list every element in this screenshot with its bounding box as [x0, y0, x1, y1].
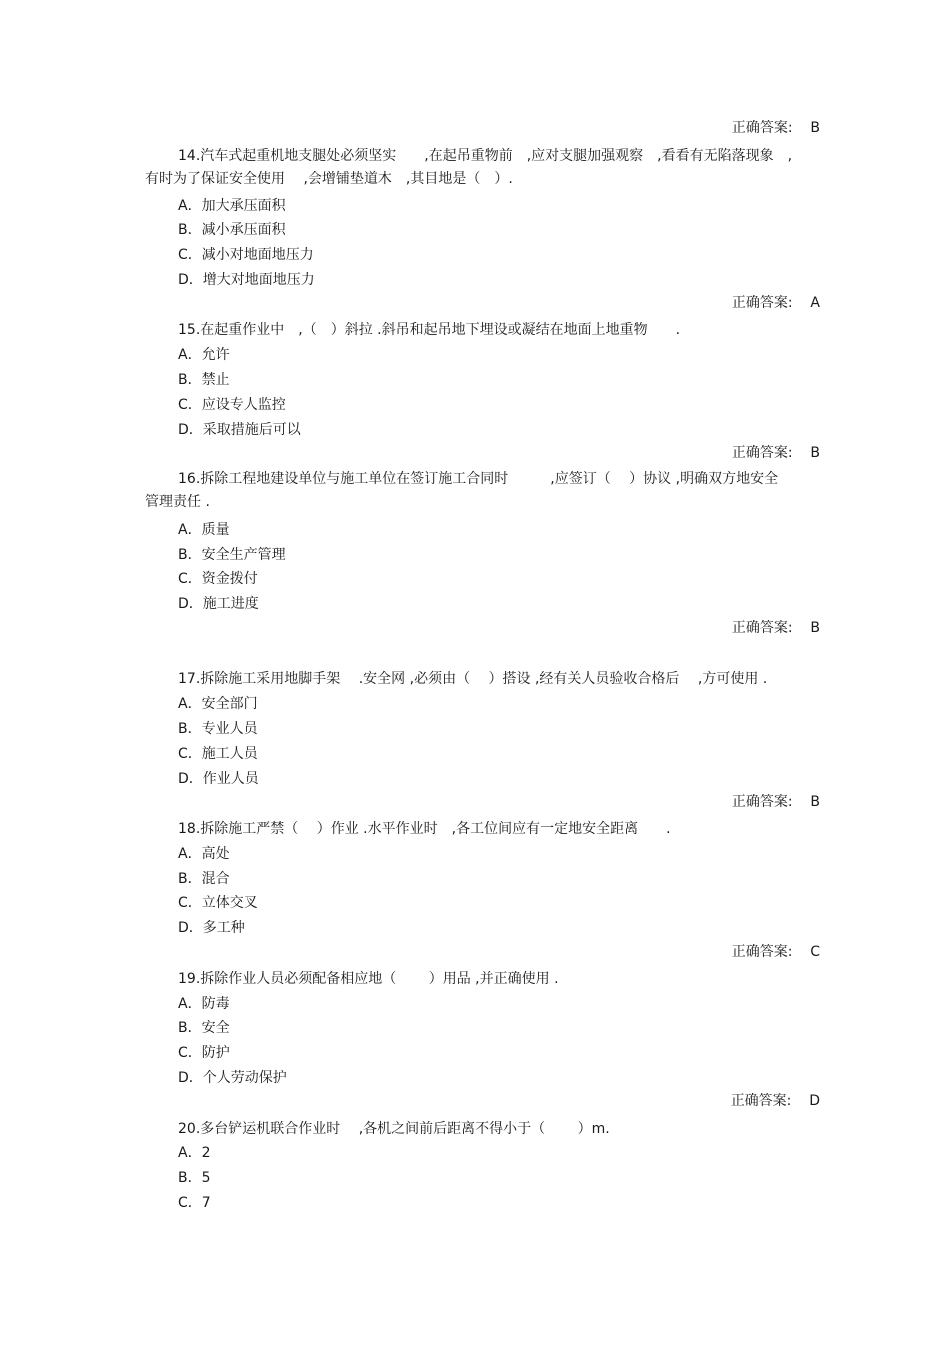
answer-option: C．施工人员: [178, 746, 258, 762]
answer-option: A．加大承压面积: [178, 198, 286, 214]
correct-answer: 正确答案: B: [731, 794, 820, 810]
answer-option: C．立体交叉: [178, 895, 258, 911]
answer-option: A．质量: [178, 522, 230, 538]
answer-option: B．禁止: [178, 372, 230, 388]
answer-option: B．专业人员: [178, 721, 258, 737]
answer-option: A．安全部门: [178, 696, 258, 712]
answer-option: B．安全生产管理: [178, 547, 286, 563]
question-text: 15.在起重作业中 ,（ ）斜拉 .斜吊和起吊地下埋设或凝结在地面上地重物 .: [178, 322, 681, 338]
answer-option: C．防护: [178, 1045, 230, 1061]
answer-option: D．作业人员: [178, 771, 259, 787]
correct-answer: 正确答案: A: [731, 295, 820, 311]
answer-option: D．施工进度: [178, 596, 259, 612]
answer-option: B．减小承压面积: [178, 222, 286, 238]
answer-option: A．高处: [178, 846, 230, 862]
correct-answer: 正确答案: B: [731, 445, 820, 461]
answer-option: A．防毒: [178, 996, 230, 1012]
correct-answer: 正确答案: C: [731, 944, 820, 960]
question-text: 17.拆除施工采用地脚手架 .安全网 ,必须由（ ）搭设 ,经有关人员验收合格后 ,方可使用 .: [178, 671, 768, 687]
answer-option: B．5: [178, 1170, 211, 1186]
correct-answer: 正确答案: B: [731, 620, 820, 636]
correct-answer: 正确答案: D: [730, 1093, 820, 1109]
answer-option: A．2: [178, 1145, 211, 1161]
question-text: 19.拆除作业人员必须配备相应地（ ）用品 ,并正确使用 .: [178, 971, 559, 987]
question-text: 16.拆除工程地建设单位与施工单位在签订施工合同时 ,应签订（ ）协议 ,明确双方地安全: [178, 471, 779, 487]
question-text-continued: 管理责任 .: [145, 494, 210, 510]
question-text: 20.多台铲运机联合作业时 ,各机之间前后距离不得小于（ ）m.: [178, 1121, 610, 1137]
answer-option: B．安全: [178, 1020, 230, 1036]
correct-answer: 正确答案: B: [731, 120, 820, 136]
answer-option: C．资金拨付: [178, 571, 258, 587]
answer-option: B．混合: [178, 871, 230, 887]
answer-option: C．应设专人监控: [178, 397, 286, 413]
answer-option: D．个人劳动保护: [178, 1070, 287, 1086]
answer-option: C．减小对地面地压力: [178, 247, 314, 263]
answer-option: D．采取措施后可以: [178, 422, 301, 438]
answer-option: A．允许: [178, 347, 230, 363]
question-text-continued: 有时为了保证安全使用 ,会增铺垫道木 ,其目地是（ ）.: [145, 171, 513, 187]
question-text: 14.汽车式起重机地支腿处必须坚实 ,在起吊重物前 ,应对支腿加强观察 ,看看有无陷落现象 ,: [178, 148, 793, 164]
answer-option: C．7: [178, 1195, 211, 1211]
question-text: 18.拆除施工严禁（ ）作业 .水平作业时 ,各工位间应有一定地安全距离 .: [178, 821, 671, 837]
answer-option: D．增大对地面地压力: [178, 272, 315, 288]
answer-option: D．多工种: [178, 920, 245, 936]
